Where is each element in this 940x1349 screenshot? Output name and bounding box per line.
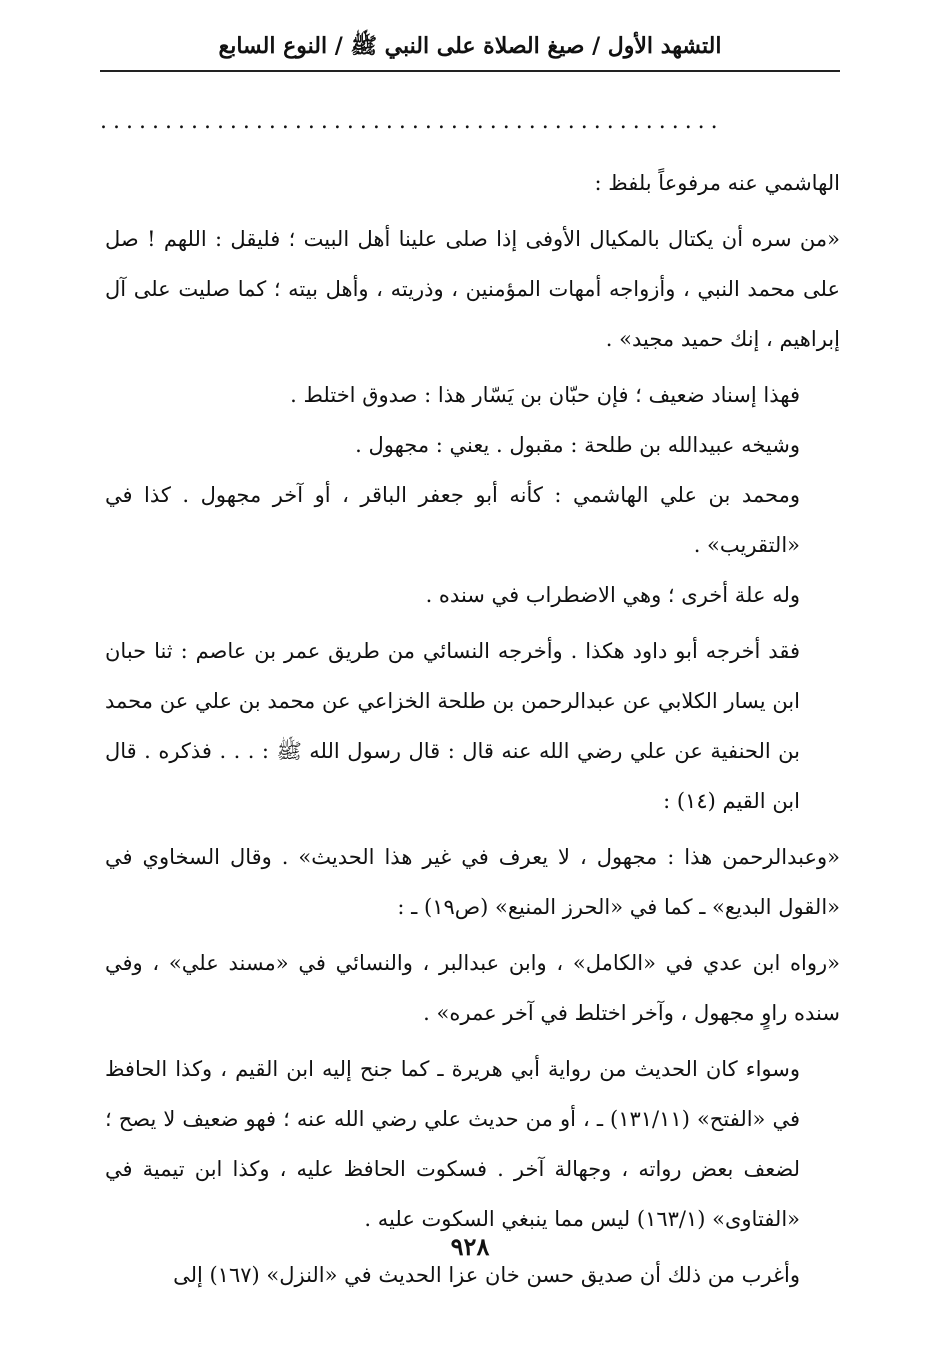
- paragraph-ibn-adi: «رواه ابن عدي في «الكامل» ، وابن عبدالبر ، والنسائي في «مسند علي» ، وفي سنده راوٍ مجهول ، وآخر اختلط في آخر عمره» .: [105, 951, 840, 1025]
- paragraph-hadith-text: «من سره أن يكتال بالمكيال الأوفى إذا صلى علينا أهل البيت ؛ فليقل : اللهم ! صل على محمد النبي ، وأزواجه أمهات المؤمنين ، وذريته ، وأهل بيته ؛ كما صليت على آل إبراهيم ، إنك حميد مجيد» .: [105, 227, 840, 351]
- paragraph-sheikh: وشيخه عبيدالله بن طلحة : مقبول . يعني : مجهول .: [355, 433, 800, 457]
- page-number: ٩٢٨: [450, 1232, 490, 1261]
- paragraph-abdulrahman: «وعبدالرحمن هذا : مجهول ، لا يعرف في غير هذا الحديث» . وقال السخاوي في «القول البديع» ـ كما في «الحرز المنيع» (ص١٩) ـ :: [105, 845, 840, 919]
- paragraph-abu-dawud: فقد أخرجه أبو داود هكذا . وأخرجه النسائي من طريق عمر بن عاصم : ثنا حبان ابن يسار الكلابي عن عبدالرحمن بن طلحة الخزاعي عن محمد بن علي عن محمد بن الحنفية عن علي رضي الله عنه قال : قال رسول الله ﷺ : . . . فذكره . قال ابن القيم (١٤) :: [105, 639, 800, 813]
- dotted-separator: ................................................: [100, 109, 724, 134]
- paragraph-intro: الهاشمي عنه مرفوعاً بلفظ :: [594, 171, 840, 195]
- page-body: [105, 158, 840, 1300]
- running-header: التشهد الأول / صيغ الصلاة على النبي ﷺ / النوع السابع: [218, 33, 722, 59]
- paragraph-conclusion: وسواء كان الحديث من رواية أبي هريرة ـ كما جنح إليه ابن القيم ، وكذا الحافظ في «الفتح» (١٣١/١١) ـ ، أو من حديث علي رضي الله عنه ؛ فهو ضعيف لا يصح ؛ لضعف بعض رواته ، وجهالة آخر . فسكوت الحافظ عليه ، وكذا ابن تيمية في «الفتاوى» (١٦٣/١) ليس مما ينبغي السكوت عليه .: [105, 1057, 800, 1231]
- paragraph-muhammad-ali: ومحمد بن علي الهاشمي : كأنه أبو جعفر الباقر ، أو آخر مجهول . كذا في «التقريب» .: [105, 483, 800, 557]
- paragraph-isnad-weak: فهذا إسناد ضعيف ؛ فإن حبّان بن يَسّار هذا : صدوق اختلط .: [290, 383, 800, 407]
- paragraph-another-defect: وله علة أخرى ؛ وهي الاضطراب في سنده .: [425, 583, 800, 607]
- header-rule: [100, 70, 840, 72]
- paragraph-siddiq-hasan: وأغرب من ذلك أن صديق حسن خان عزا الحديث في «النزل» (١٦٧) إلى: [173, 1263, 800, 1287]
